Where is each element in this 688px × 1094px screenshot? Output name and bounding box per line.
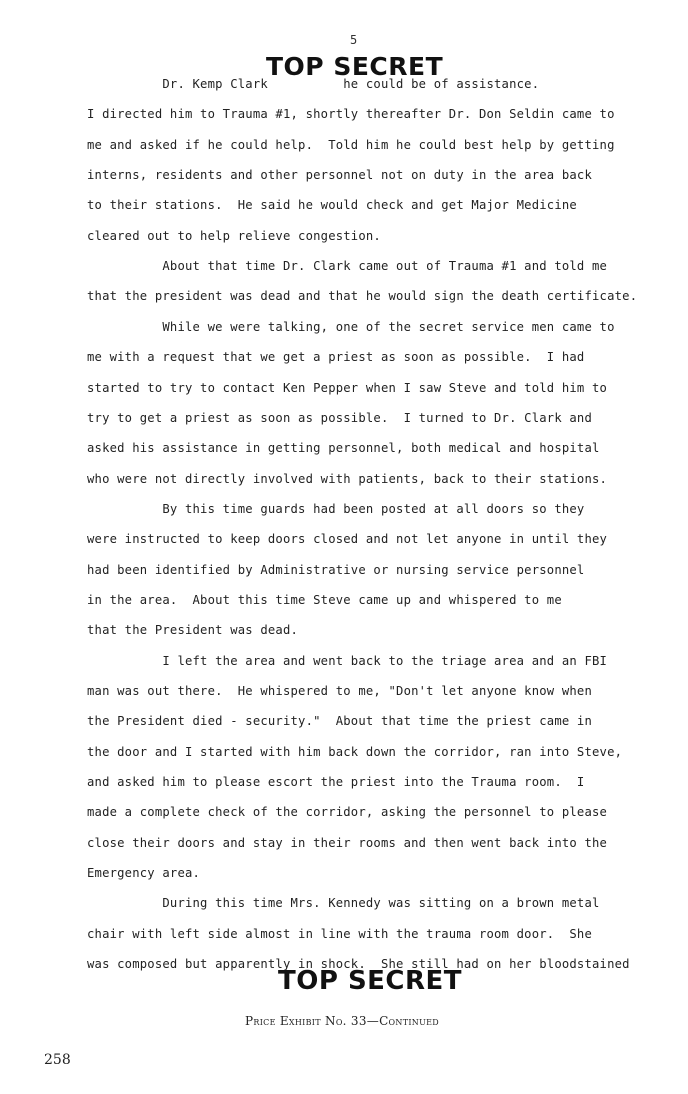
text-line: that the President was dead. [87, 623, 299, 638]
text-line: started to try to contact Ken Pepper when I saw Steve and told him to [87, 380, 608, 395]
text-line: the door and I started with him back down the corridor, ran into Steve, [87, 744, 623, 759]
text-line: me and asked if he could help. Told him he could best help by getting [87, 137, 615, 152]
text-line: asked his assistance in getting personnel, both medical and hospital [87, 441, 600, 456]
text-line: had been identified by Administrative or nursing service personnel [87, 562, 585, 577]
text-line: I directed him to Trauma #1, shortly thereafter Dr. Don Seldin came to [87, 107, 615, 122]
text-line: made a complete check of the corridor, asking the personnel to please [87, 805, 608, 820]
text-line: cleared out to help relieve congestion. [87, 228, 381, 243]
text-line: About that time Dr. Clark came out of Trauma #1 and told me [87, 259, 608, 274]
text-line: Emergency area. [87, 866, 201, 881]
text-line: in the area. About this time Steve came up and whispered to me [87, 592, 562, 607]
top-secret-stamp-bottom: TOP SECRET [278, 966, 463, 996]
text-line: was composed but apparently in shock. She still had on her bloodstained [87, 957, 630, 972]
text-line: man was out there. He whispered to me, "Don't let anyone know when [87, 684, 593, 698]
text-line: I left the area and went back to the triage area and an FBI [87, 653, 608, 668]
text-line: Dr. Kemp Clark he could be of assistance. [87, 77, 540, 91]
text-line: were instructed to keep doors closed and not let anyone in until they [87, 532, 608, 547]
text-line: While we were talking, one of the secret service men came to [87, 319, 615, 334]
text-line: and asked him to please escort the priest into the Trauma room. I [87, 775, 585, 790]
text-line: By this time guards had been posted at all doors so they [87, 501, 585, 516]
text-line: close their doors and stay in their rooms and then went back into the [87, 835, 608, 850]
page-number: 258 [44, 1052, 71, 1068]
page-marker: 5 [350, 33, 358, 47]
text-line: who were not directly involved with patients, back to their stations. [87, 471, 608, 486]
text-line: to their stations. He said he would check and get Major Medicine [87, 198, 577, 213]
text-line: me with a request that we get a priest as soon as possible. I had [87, 350, 585, 365]
text-line: chair with left side almost in line with the trauma room door. She [87, 926, 593, 941]
text-line: the President died - security." About that time the priest came in [87, 714, 593, 729]
text-line: that the president was dead and that he would sign the death certificate. [87, 289, 638, 304]
text-line: During this time Mrs. Kennedy was sitting on a brown metal [87, 896, 600, 911]
exhibit-caption: Price Exhibit No. 33—Continued [245, 1014, 440, 1028]
text-line: interns, residents and other personnel not on duty in the area back [87, 168, 593, 183]
text-line: try to get a priest as soon as possible. I turned to Dr. Clark and [87, 410, 593, 425]
top-secret-stamp-top: TOP SECRET [266, 52, 444, 81]
